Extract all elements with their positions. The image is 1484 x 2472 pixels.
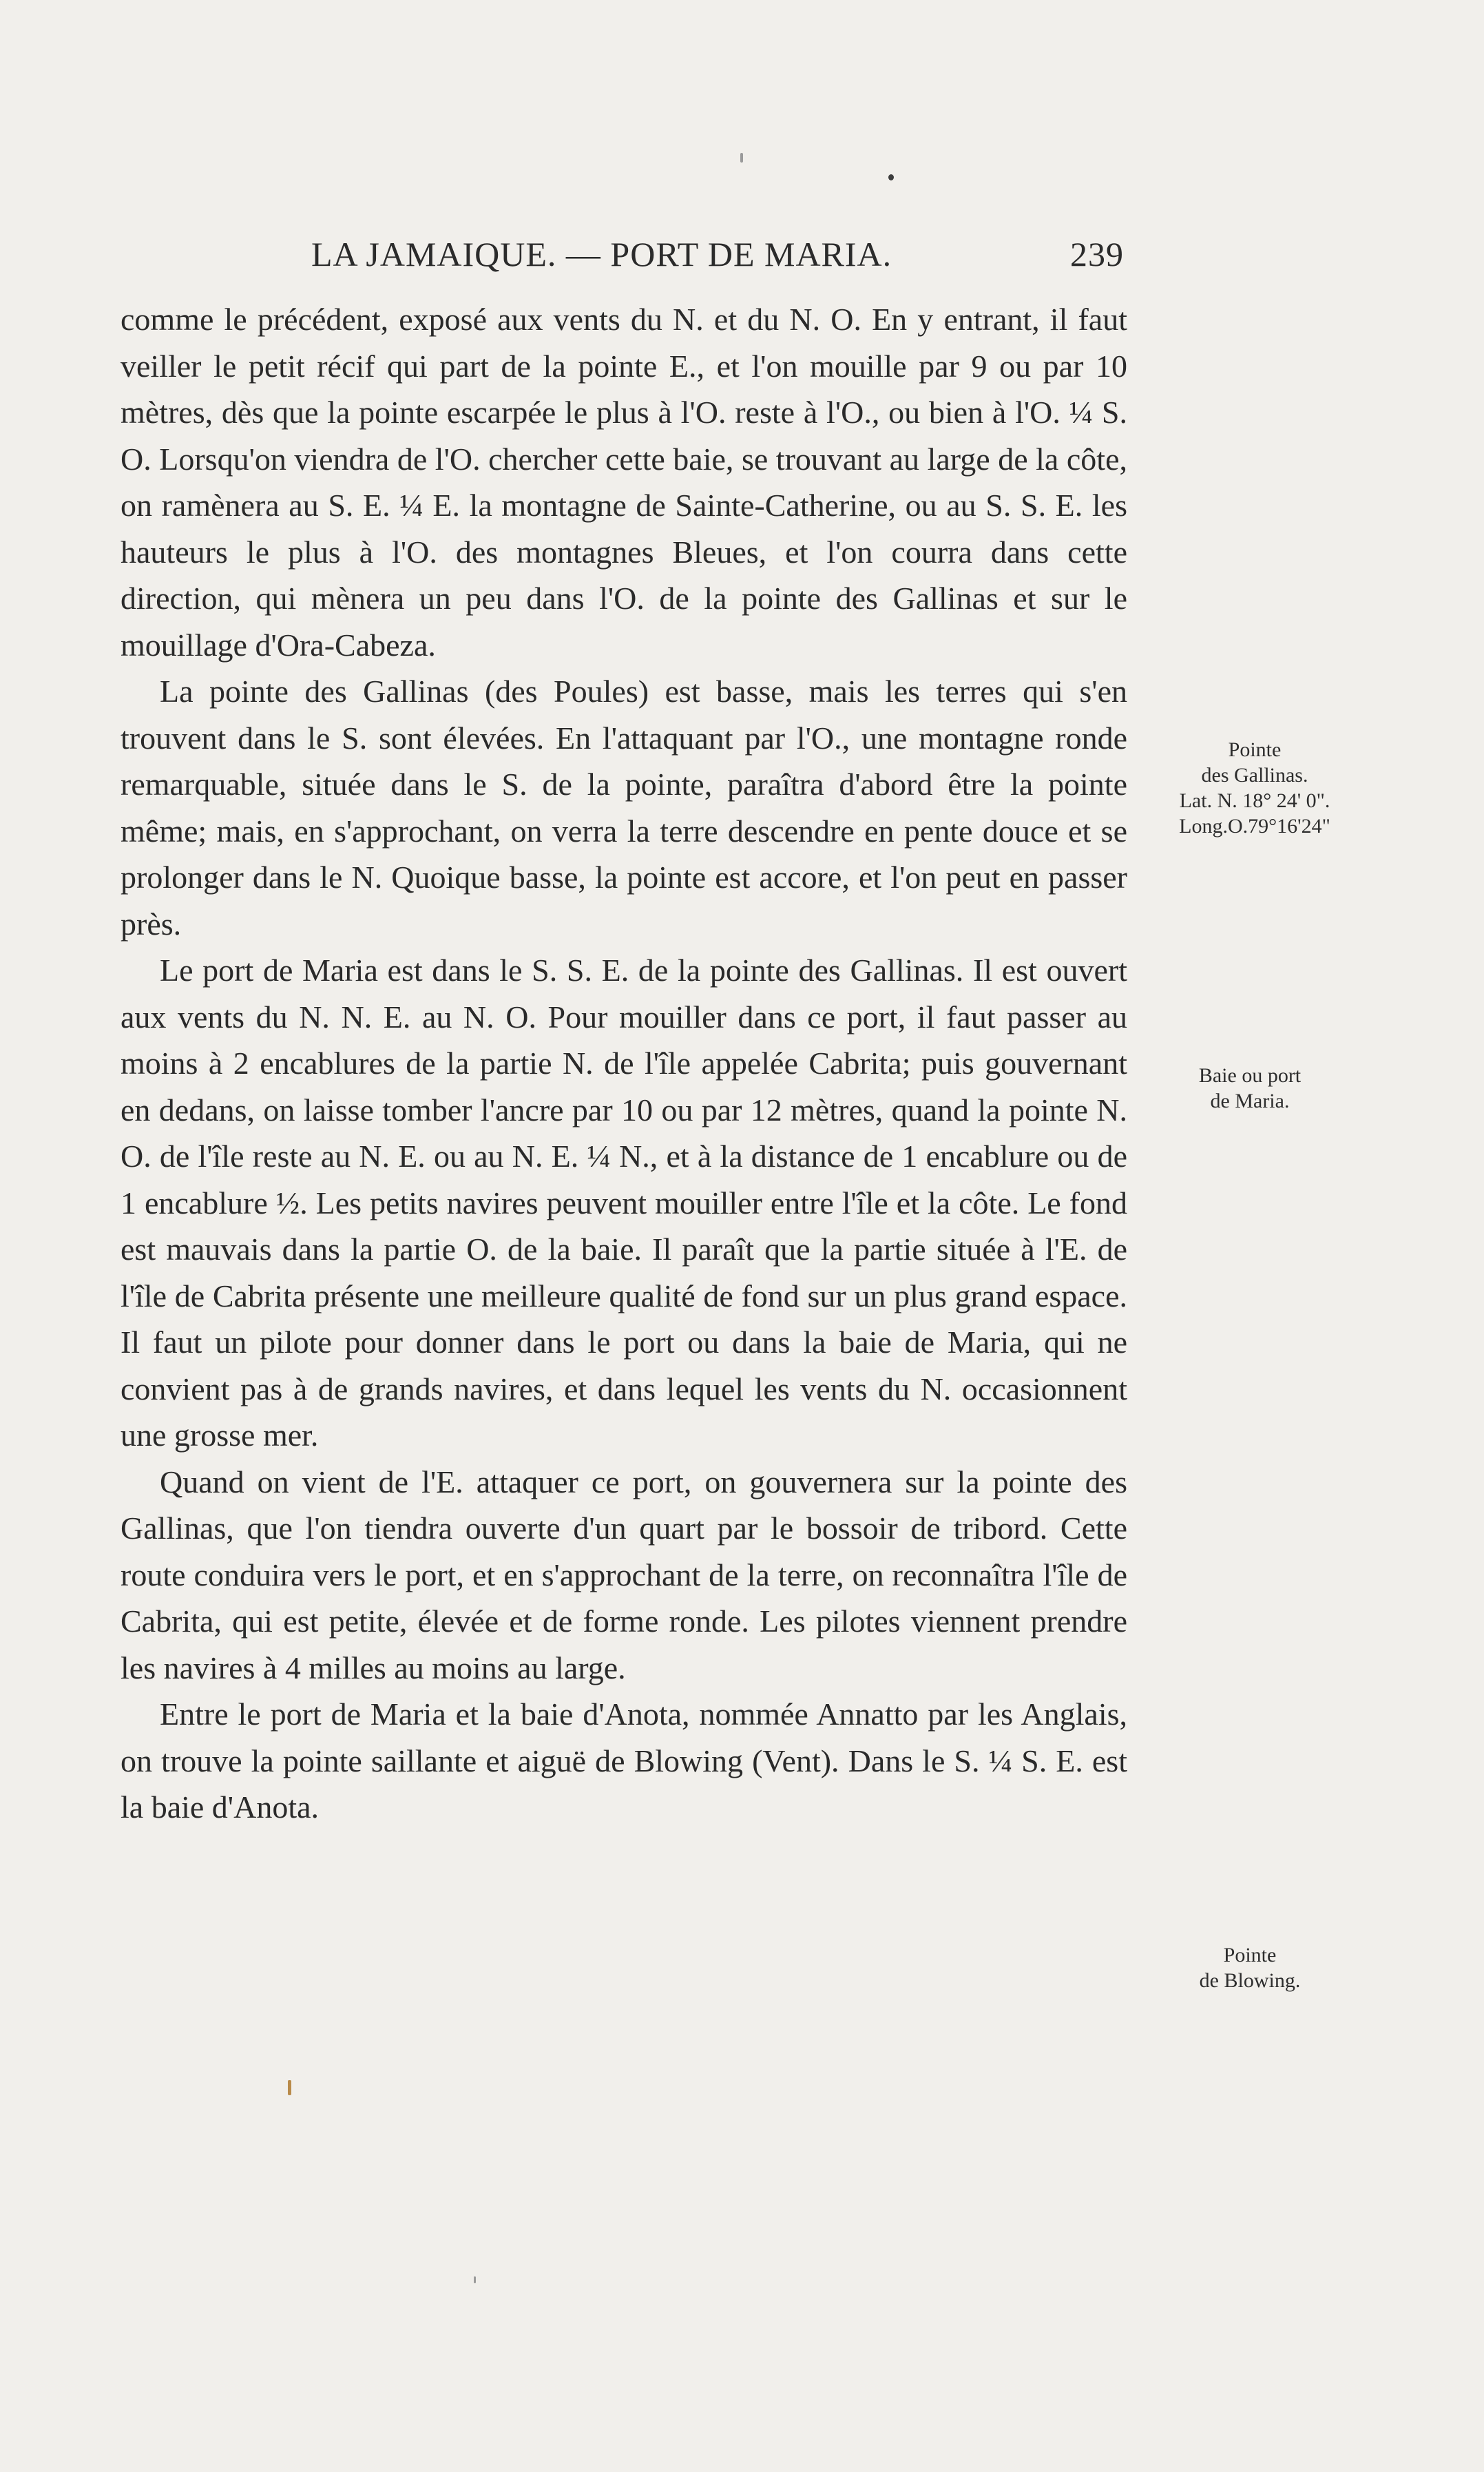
paragraph: Le port de Maria est dans le S. S. E. de la pointe des Gallinas. Il est ouvert aux vents du N. N. E. au N. O. Pour mouiller dans ce port, il faut passer au moins à 2 encablures de la partie N. de l'île appelée Cabrita; puis gouvernant en dedans, on laisse tomber l'ancre par 10 ou par 12 mètres, quand la pointe N. O. de l'île reste au N. E. ou au N. E. ¼ N., et à la distance de 1 encablure ou de 1 encablure ½. Les petits navires peuvent mouiller entre l'île et la côte. Le fond est mauvais dans la partie O. de la baie. Il paraît que la partie située à l'E. de l'île de Cabrita présente une meilleure qualité de fond sur un plus grand espace. Il faut un pilote pour donner dans le port ou dans la baie de Maria, qui ne convient pas à de grands navires, et dans lequel les vents du N. occasionnent une grosse mer. [121, 953, 1127, 1453]
paragraph: comme le précédent, exposé aux vents du N. et du N. O. En y entrant, il faut veiller le petit récif qui part de la pointe E., et l'on mouille par 9 ou par 10 mètres, dès que la pointe escarpée le plus à l'O. reste à l'O., ou bien à l'O. ¼ S. O. Lorsqu'on viendra de l'O. chercher cette baie, se trouvant au large de la côte, on ramènera au S. E. ¼ E. la montagne de Sainte-Catherine, ou au S. S. E. les hauteurs le plus à l'O. des montagnes Bleues, et l'on courra dans cette direction, qui mènera un peu dans l'O. de la pointe des Gallinas et sur le mouillage d'Ora-Cabeza. [121, 302, 1127, 663]
page-number: 239 [1070, 235, 1124, 273]
margin-note-line: Long.O.79°16'24" [1179, 815, 1330, 838]
bleed-through [1164, 324, 1336, 468]
ink-speck [474, 2276, 476, 2283]
running-title: LA JAMAIQUE. — PORT DE MARIA. [311, 235, 892, 273]
ink-speck [740, 153, 743, 163]
running-head [311, 234, 1124, 276]
margin-note-line: Pointe [1228, 738, 1282, 761]
paragraph: Quand on vient de l'E. attaquer ce port, on gouvernera sur la pointe des Gallinas, que l'on tiendra ouverte d'un quart par le bossoir de tribord. Cette route conduira vers le port, et en s'approchant de la terre, on reconnaîtra l'île de Cabrita, qui est petite, élevée et de forme ronde. Les pilotes viennent prendre les navires à 4 milles au moins au large. [121, 1464, 1127, 1685]
margin-note-line: Pointe [1223, 1944, 1277, 1966]
margin-note-line: Lat. N. 18° 24' 0". [1179, 789, 1330, 812]
margin-note-gallinas [1151, 737, 1358, 839]
ink-speck [888, 174, 894, 180]
margin-note-blowing [1164, 1942, 1336, 1993]
margin-note-line: de Blowing. [1199, 1969, 1301, 1992]
margin-note-maria [1164, 1063, 1336, 1114]
margin-note-line: des Gallinas. [1201, 764, 1308, 787]
body-text [121, 296, 1127, 1831]
paragraph: La pointe des Gallinas (des Poules) est basse, mais les terres qui s'en trouvent dans le S. sont élevées. En l'attaquant par l'O., une montagne ronde remarquable, située dans le S. de la pointe, paraîtra d'abord être la pointe même; mais, en s'approchant, on verra la terre descendre en pente douce et se prolonger dans le N. Quoique basse, la pointe est accore, et l'on peut en passer près. [121, 674, 1127, 942]
paragraph: Entre le port de Maria et la baie d'Anota, nommée Annatto par les Anglais, on trouve la pointe saillante et aiguë de Blowing (Vent). Dans le S. ¼ S. E. est la baie d'Anota. [121, 1696, 1127, 1825]
margin-note-line: de Maria. [1210, 1090, 1290, 1112]
ink-speck [288, 2080, 291, 2095]
margin-note-line: Baie ou port [1198, 1064, 1302, 1087]
